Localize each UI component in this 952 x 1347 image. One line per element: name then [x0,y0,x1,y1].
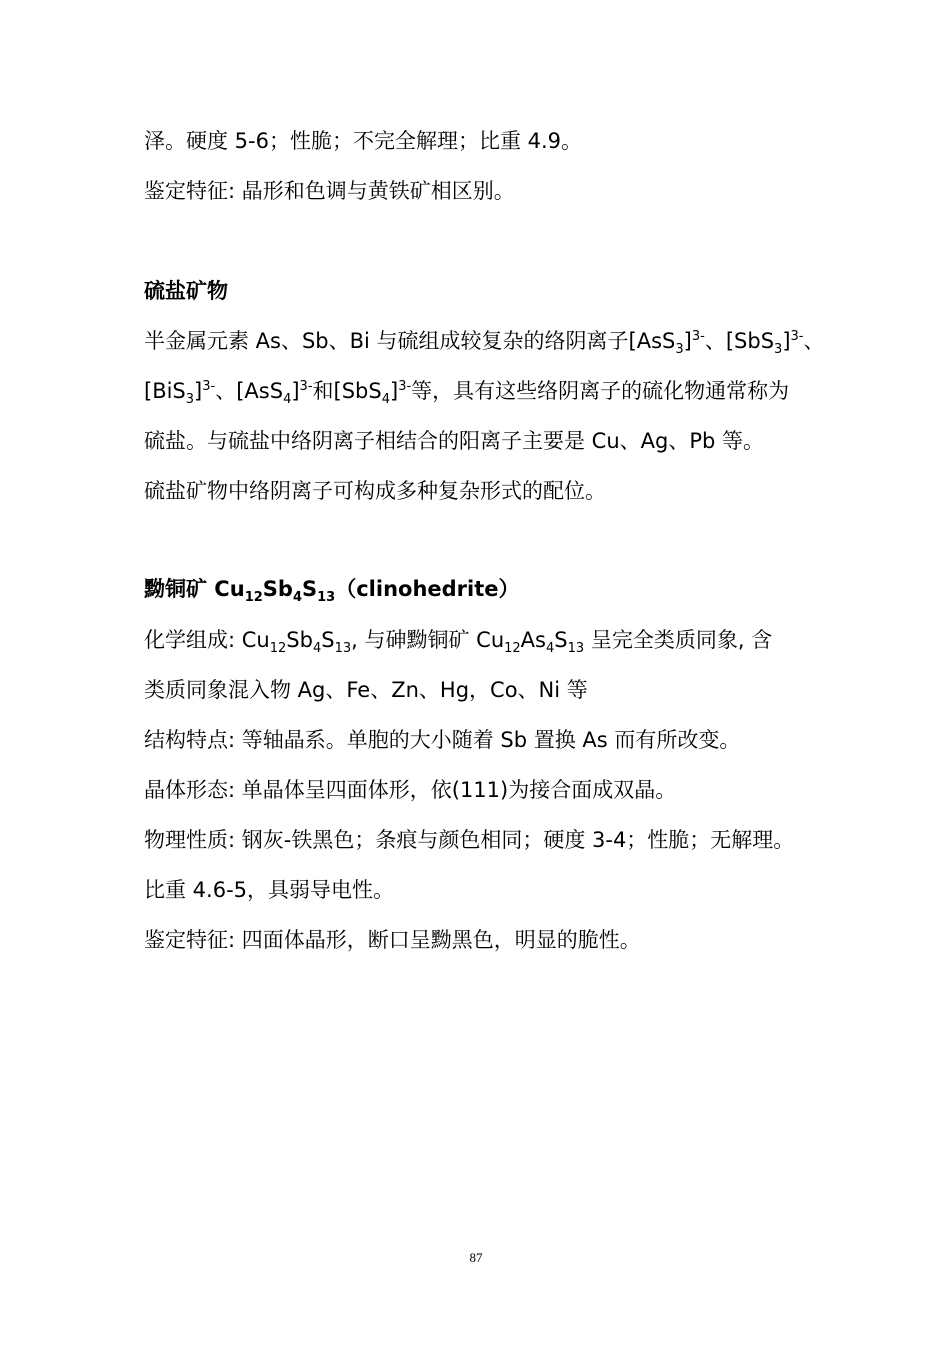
text-line: 硫盐。与硫盐中络阴离子相结合的阳离子主要是 Cu、Ag、Pb 等。 [144,429,765,453]
text-line: 硫盐矿物中络阴离子可构成多种复杂形式的配位。 [144,479,606,503]
section-heading: 硫盐矿物 [144,279,228,303]
text-line: $[BiS_3]^{3-}$、$[AsS_4]^{3-}$和$[SbS_4]^{3-}$等，具有这些络阴离子的硫化物通常称为 [144,379,790,408]
text-line: 鉴定特征: 四面体晶形，断口呈黝黑色，明显的脆性。 [144,928,641,952]
page-number: 87 [469,1250,483,1265]
text-line: 结构特点: 等轴晶系。单胞的大小随着 Sb 置换 As 而有所改变。 [144,728,741,752]
text-line: 晶体形态: 单晶体呈四面体形，依(111)为接合面成双晶。 [144,778,677,802]
text-line: 化学组成: $Cu_{12}Sb_4S_{13}$, 与砷黝铜矿 $Cu_{12}As_4S_{13}$ 呈完全类质同象, 含 [144,628,773,657]
text-line: 物理性质: 钢灰-铁黑色；条痕与颜色相同；硬度 3-4；性脆；无解理。 [144,828,795,852]
section-heading: 黝铜矿 $Cu_{12}Sb_4S_{13}(clinohedrite)$ [144,577,520,606]
text-line: 比重 4.6-5，具弱导电性。 [144,878,395,902]
text-line: 鉴定特征: 晶形和色调与黄铁矿相区别。 [144,179,515,203]
text-line: 半金属元素 As、Sb、Bi 与硫组成较复杂的络阴离子$[AsS_3]^{3-}$、$[SbS_3]^{3-}$、 [144,329,825,358]
text-line: 类质同象混入物 Ag、Fe、Zn、Hg，Co、Ni 等 [144,678,588,702]
text-line: 泽。硬度 5-6；性脆；不完全解理；比重 4.9。 [144,129,583,153]
